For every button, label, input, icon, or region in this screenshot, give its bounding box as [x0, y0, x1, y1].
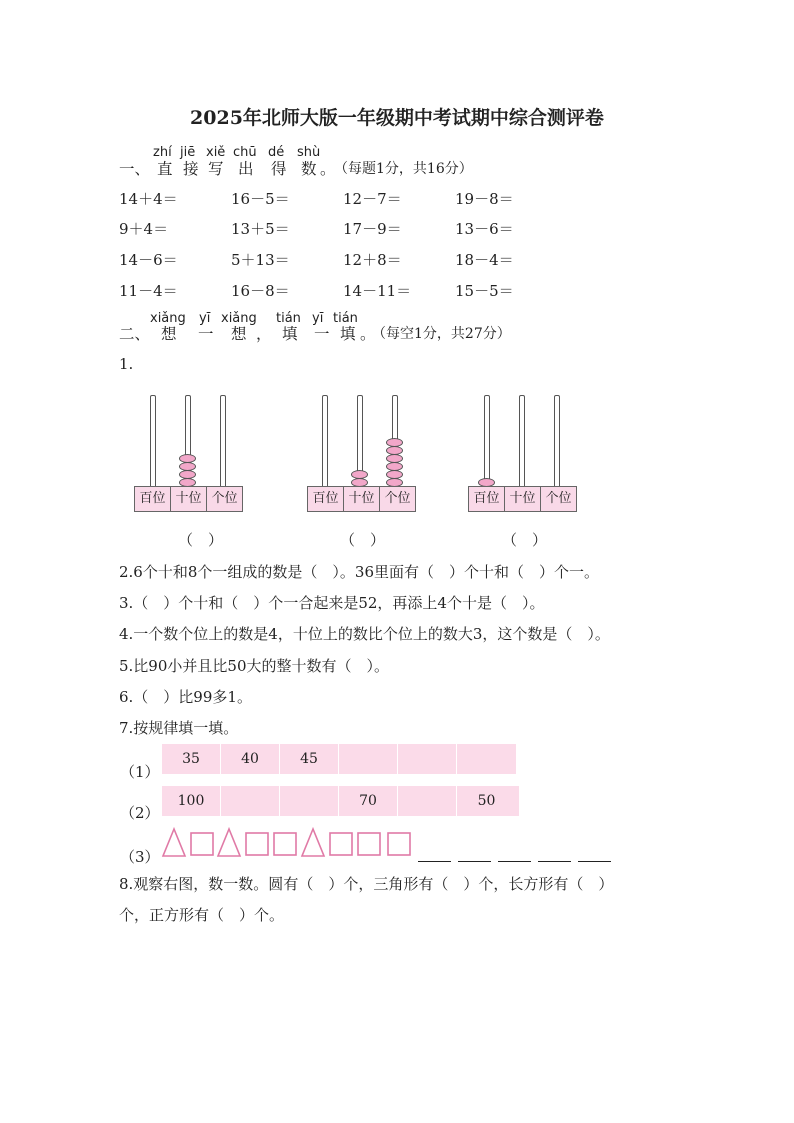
sequence-cell: 50: [477, 793, 496, 809]
s2-char-4: 填: [282, 325, 298, 343]
q7-1-label: （1）: [120, 763, 160, 781]
place-value-label-row: [134, 486, 243, 512]
s2-char-6: 填: [340, 325, 356, 343]
s2-char-1: 一: [198, 325, 214, 343]
problem: 5＋13＝: [231, 251, 290, 269]
answer-blank[interactable]: [578, 861, 611, 862]
q7-3-shape-pattern: [160, 826, 418, 860]
problem: 16－8＝: [231, 282, 290, 300]
section1-num: 一、: [119, 160, 151, 178]
sequence-cell: [398, 744, 457, 774]
problem: 12＋8＝: [343, 251, 402, 269]
s2-char-0: 想: [161, 325, 177, 343]
question-6: 6.（ ）比99多1。: [119, 688, 252, 706]
abacus-3-answer: （ ）: [502, 531, 548, 549]
s2-char-3: ，: [256, 325, 272, 343]
place-tens-label: 十位: [344, 487, 380, 511]
place-ones-label: 个位: [211, 491, 238, 506]
problem: 14－11＝: [343, 282, 412, 300]
abacus-bead: [179, 454, 196, 463]
s1-pinyin-2: xiě: [206, 145, 226, 160]
s1-char-5: 数: [301, 160, 317, 178]
page-title: 2025年北师大版一年级期中考试期中综合测评卷: [190, 107, 604, 129]
s2-char-5: 一: [314, 325, 330, 343]
abacus-bead: [386, 454, 403, 463]
problem: 14＋4＝: [119, 190, 178, 208]
s2-char-2: 想: [231, 325, 247, 343]
answer-blank[interactable]: [498, 861, 531, 862]
question-5: 5.比90小并且比50大的整十数有（ ）。: [119, 657, 389, 675]
s2-pinyin-2: xiǎng: [221, 311, 257, 326]
place-value-label-row: [468, 486, 577, 512]
problem: 17－9＝: [343, 220, 402, 238]
s1-char-4: 得: [271, 160, 287, 178]
s1-char-1: 接: [183, 160, 199, 178]
abacus-bead: [386, 462, 403, 471]
sequence-cell: [457, 744, 516, 774]
sequence-cell: 100: [162, 786, 221, 816]
q7-2-sequence: [162, 786, 519, 816]
abacus-rod: [484, 395, 490, 488]
place-hundreds-label: 百位: [308, 487, 344, 511]
s1-pinyin-0: zhí: [153, 145, 172, 160]
s1-pinyin-5: shù: [297, 145, 321, 160]
place-ones-label: 个位: [384, 491, 411, 506]
problem: 13－6＝: [455, 220, 514, 238]
q7-2-label: （2）: [120, 804, 160, 822]
abacus-bead: [386, 446, 403, 455]
question-3: 3.（ ）个十和（ ）个一合起来是52，再添上4个十是（ ）。: [119, 594, 545, 612]
abacus-bead: [386, 470, 403, 479]
abacus-2-answer: （ ）: [340, 531, 386, 549]
s2-pinyin-3: tián: [276, 311, 301, 326]
s1-pinyin-3: chū: [233, 145, 257, 160]
problem: 9＋4＝: [119, 220, 169, 238]
abacus-bead: [179, 462, 196, 471]
place-tens-label: 十位: [171, 487, 207, 511]
sequence-cell: [398, 786, 457, 816]
sequence-cell: [221, 786, 280, 816]
s1-char-0: 直: [157, 160, 173, 178]
section1-note: （每题1分，共16分）: [334, 161, 473, 177]
place-tens-label: 十位: [505, 487, 541, 511]
question-4: 4.一个数个位上的数是4，十位上的数比个位上的数大3，这个数是（ ）。: [119, 625, 610, 643]
s1-char-3: 出: [238, 160, 254, 178]
s1-char-6: 。: [320, 160, 336, 178]
place-hundreds-label: 百位: [469, 487, 505, 511]
square-shape: [388, 833, 410, 855]
place-hundreds-label: 百位: [135, 487, 171, 511]
abacus-rod: [554, 395, 560, 488]
sequence-cell: [339, 744, 398, 774]
sequence-cell: [280, 786, 339, 816]
answer-blank[interactable]: [458, 861, 491, 862]
s2-pinyin-1: yī: [199, 311, 211, 326]
sequence-cell: 70: [339, 786, 398, 816]
abacus-rod: [220, 395, 226, 488]
s2-pinyin-0: xiǎng: [150, 311, 186, 326]
question-8-line2: 个，正方形有（ ）个。: [119, 906, 285, 924]
problem: 15－5＝: [455, 282, 514, 300]
problem: 11－4＝: [119, 282, 178, 300]
place-ones-label: 个位: [545, 491, 572, 506]
problem: 18－4＝: [455, 251, 514, 269]
problem: 14－6＝: [119, 251, 178, 269]
abacus-rod: [519, 395, 525, 488]
square-shape: [330, 833, 352, 855]
q7-1-sequence: [162, 744, 516, 774]
triangle-shape: [302, 829, 324, 856]
section2-note: （每空1分，共27分）: [372, 326, 511, 342]
section2-num: 二、: [119, 325, 151, 343]
question-7: 7.按规律填一填。: [119, 719, 239, 737]
question-1-label: 1.: [119, 355, 134, 373]
sequence-cell: 45: [280, 744, 339, 774]
answer-blank[interactable]: [538, 861, 571, 862]
abacus-bead: [386, 438, 403, 447]
abacus-1-answer: （ ）: [178, 531, 224, 549]
s1-pinyin-4: dé: [268, 145, 285, 160]
s2-char-7: 。: [360, 325, 376, 343]
answer-blank[interactable]: [418, 861, 451, 862]
s2-pinyin-5: tián: [333, 311, 358, 326]
problem: 13＋5＝: [231, 220, 290, 238]
question-2: 2.6个十和8个一组成的数是（ ）。36里面有（ ）个十和（ ）个一。: [119, 563, 599, 581]
square-shape: [246, 833, 268, 855]
problem: 12－7＝: [343, 190, 402, 208]
square-shape: [358, 833, 380, 855]
s2-pinyin-4: yī: [312, 311, 324, 326]
abacus-rod: [322, 395, 328, 488]
sequence-cell: 40: [221, 744, 280, 774]
square-shape: [191, 833, 213, 855]
sequence-cell: 35: [162, 744, 221, 774]
abacus-bead: [179, 470, 196, 479]
problem: 16－5＝: [231, 190, 290, 208]
square-shape: [274, 833, 296, 855]
s1-char-2: 写: [208, 160, 224, 178]
abacus-bead: [351, 470, 368, 479]
triangle-shape: [218, 829, 240, 856]
s1-pinyin-1: jiē: [180, 145, 196, 160]
q7-3-label: （3）: [120, 848, 160, 866]
triangle-shape: [163, 829, 185, 856]
question-8-line1: 8.观察右图，数一数。圆有（ ）个，三角形有（ ）个，长方形有（ ）: [119, 875, 614, 893]
abacus-rod: [150, 395, 156, 488]
problem: 19－8＝: [455, 190, 514, 208]
place-value-label-row: [307, 486, 416, 512]
